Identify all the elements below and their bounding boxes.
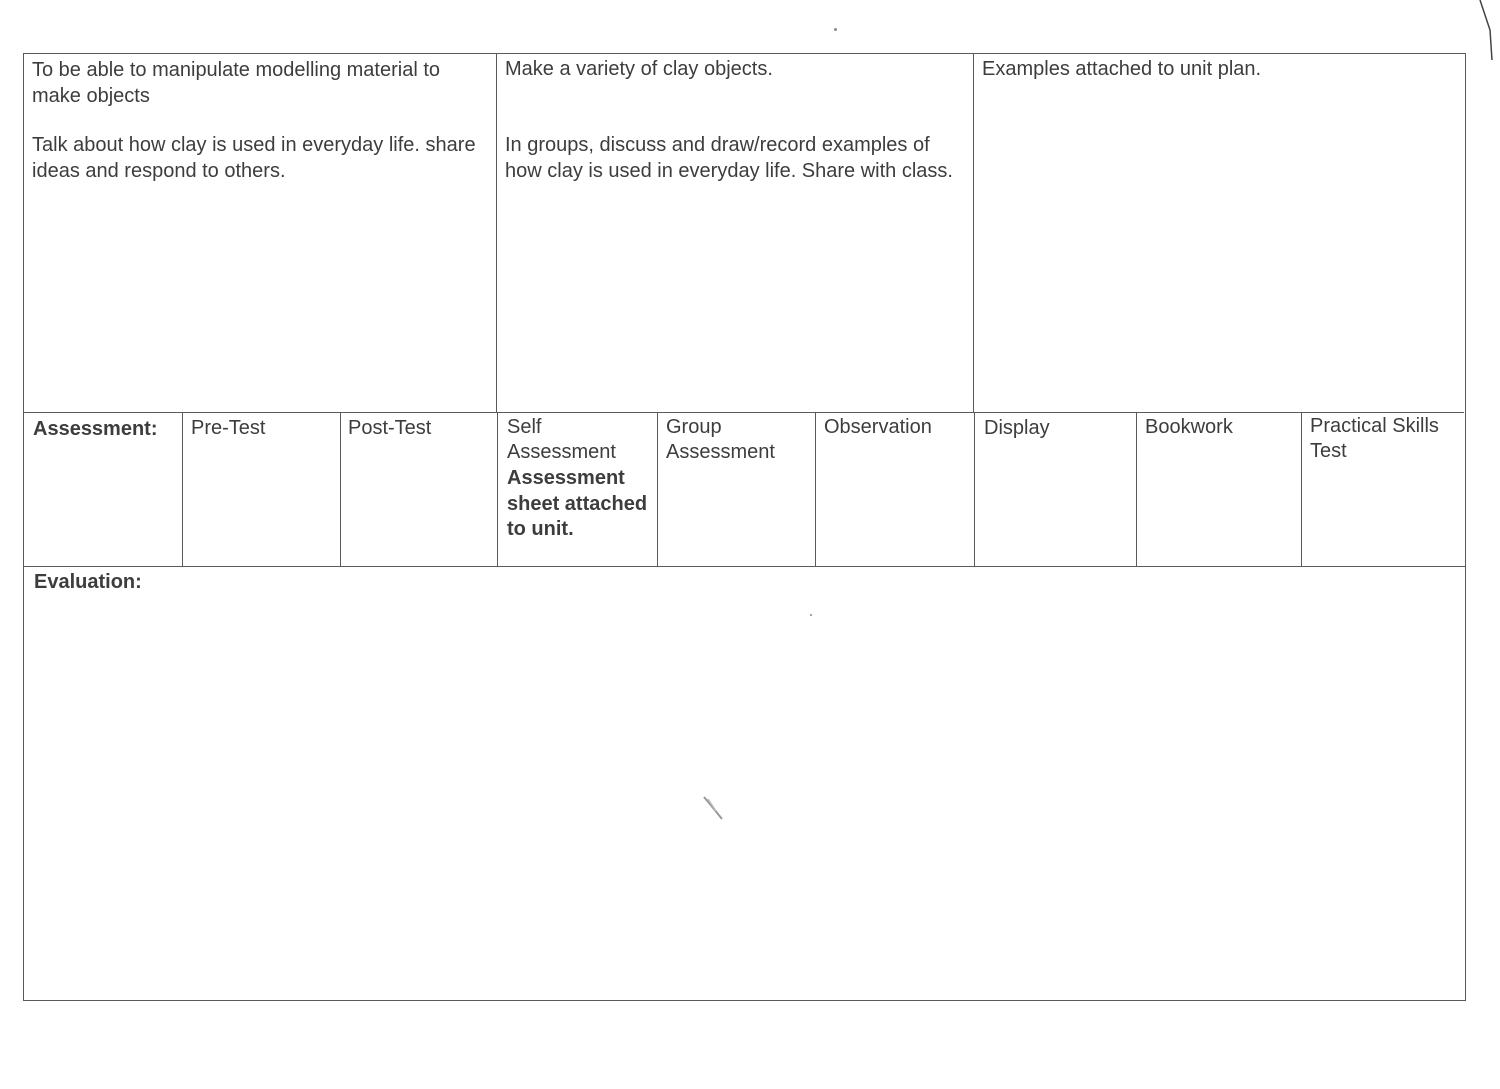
pre-test-label: Pre-Test	[191, 417, 266, 439]
group-assessment-label: Group Assessment	[666, 416, 775, 463]
assessment-divider-3	[497, 412, 498, 567]
row1-divider-2	[973, 53, 974, 413]
display-label: Display	[984, 417, 1050, 439]
activity-text: Make a variety of clay objects.	[505, 58, 773, 80]
page-curl-mark	[1460, 0, 1500, 60]
bookwork-label: Bookwork	[1145, 416, 1233, 438]
scan-speck	[834, 28, 837, 31]
observation-label: Observation	[824, 416, 932, 438]
objective-text: To be able to manipulate modelling material to make objects	[32, 59, 441, 107]
assessment-divider-4	[657, 412, 658, 567]
assessment-divider-7	[1136, 412, 1137, 567]
assessment-divider-8	[1301, 412, 1302, 567]
row1-divider-1	[496, 53, 497, 413]
objective-talk-text: Talk about how clay is used in everyday life. share ideas and respond to others.	[32, 134, 476, 182]
self-assessment-label: Self Assessment	[507, 416, 616, 463]
resources-text: Examples attached to unit plan.	[982, 58, 1262, 80]
assessment-row-bottom-border	[23, 566, 1466, 567]
assessment-divider-2	[340, 412, 341, 567]
post-test-label: Post-Test	[348, 417, 432, 439]
evaluation-area[interactable]	[27, 600, 1463, 998]
assessment-divider-6	[974, 412, 975, 567]
assessment-label: Assessment:	[33, 418, 158, 440]
assessment-divider-1	[182, 412, 183, 567]
self-assessment-note: Assessment sheet attached to unit.	[507, 467, 648, 540]
practical-skills-test-label: Practical Skills Test	[1310, 415, 1439, 462]
row1-bottom-border	[23, 412, 1464, 413]
activity-groups-text: In groups, discuss and draw/record examples of how clay is used in everyday life. Share with class.	[505, 134, 953, 182]
assessment-divider-5	[815, 412, 816, 567]
evaluation-label: Evaluation:	[34, 571, 142, 593]
